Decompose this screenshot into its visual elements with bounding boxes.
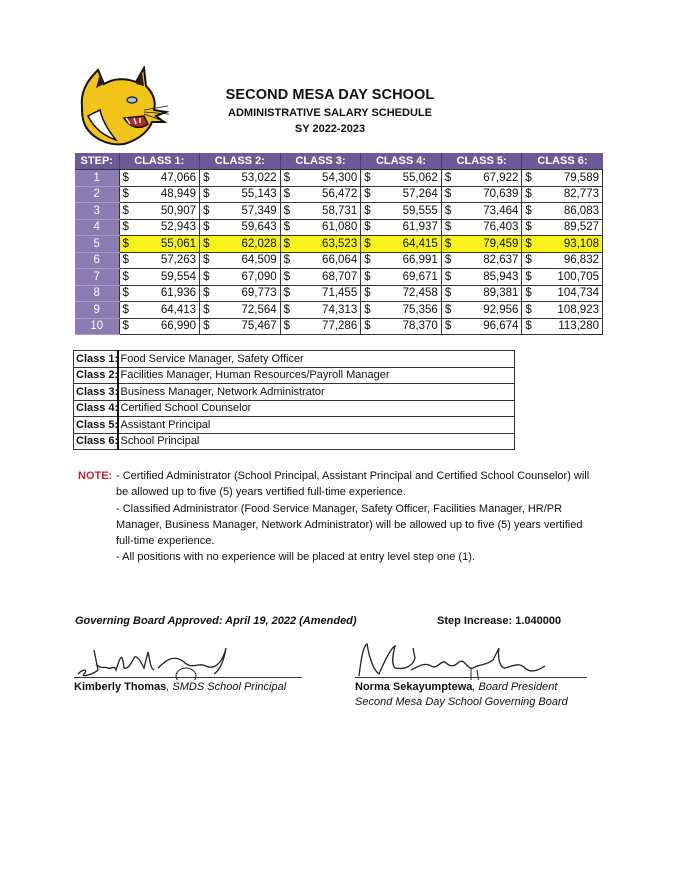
currency-symbol: $ — [203, 270, 210, 283]
step-number: 6 — [75, 252, 119, 269]
currency-symbol: $ — [444, 303, 452, 316]
salary-amount: 62,028 — [241, 237, 277, 250]
class-legend-table — [73, 350, 515, 450]
salary-amount: 89,527 — [563, 221, 599, 234]
currency-symbol: $ — [364, 188, 371, 201]
currency-symbol: $ — [525, 287, 532, 300]
salary-amount: 67,090 — [241, 270, 277, 283]
salary-cell-class-2 — [200, 170, 281, 187]
school-name: SECOND MESA DAY SCHOOL — [225, 87, 435, 103]
table-row — [75, 285, 603, 302]
salary-cell-class-6 — [522, 170, 603, 187]
salary-amount: 57,264 — [402, 188, 438, 201]
step-number: 7 — [75, 269, 119, 286]
note-section — [78, 468, 598, 566]
currency-symbol: $ — [364, 237, 371, 250]
currency-symbol: $ — [203, 221, 210, 234]
currency-symbol: $ — [283, 204, 291, 217]
salary-amount: 61,936 — [160, 287, 197, 300]
currency-symbol: $ — [444, 188, 452, 201]
salary-cell-class-1 — [119, 219, 200, 236]
salary-cell-class-5 — [441, 203, 522, 220]
step-number: 8 — [75, 285, 119, 302]
salary-cell-class-4 — [361, 285, 442, 302]
step-increase: Step Increase: 1.040000 — [437, 615, 562, 627]
table-row — [75, 219, 603, 236]
currency-symbol: $ — [525, 204, 532, 217]
salary-amount: 93,108 — [563, 237, 599, 250]
salary-amount: 59,643 — [241, 221, 277, 234]
salary-amount: 59,555 — [402, 204, 438, 217]
currency-symbol: $ — [525, 237, 532, 250]
currency-symbol: $ — [283, 287, 291, 300]
salary-cell-class-6 — [522, 302, 603, 319]
salary-amount: 96,674 — [483, 320, 519, 333]
salary-cell-class-4 — [361, 186, 442, 203]
salary-cell-class-3 — [280, 186, 361, 203]
salary-amount: 79,459 — [483, 237, 519, 250]
currency-symbol: $ — [283, 254, 291, 267]
salary-cell-class-3 — [280, 285, 361, 302]
salary-amount: 66,064 — [322, 254, 358, 267]
currency-symbol: $ — [283, 320, 291, 333]
salary-cell-class-6 — [522, 285, 603, 302]
salary-cell-class-4 — [361, 170, 442, 187]
currency-symbol: $ — [283, 270, 291, 283]
class-label: Class 1: — [74, 351, 118, 368]
currency-symbol: $ — [444, 204, 452, 217]
column-header-step: STEP: — [75, 153, 119, 170]
salary-cell-class-1 — [119, 186, 200, 203]
salary-cell-class-1 — [119, 285, 200, 302]
salary-cell-class-2 — [200, 318, 281, 335]
salary-amount: 61,080 — [322, 221, 358, 234]
note-item: - All positions with no experience will be placed at entry level step one (1). — [116, 551, 475, 564]
currency-symbol: $ — [364, 171, 371, 184]
currency-symbol: $ — [203, 204, 210, 217]
salary-amount: 78,370 — [402, 320, 438, 333]
signer-title: , SMDS School Principal — [166, 681, 287, 693]
salary-amount: 57,263 — [160, 254, 197, 267]
currency-symbol: $ — [444, 270, 452, 283]
class-label: Class 4: — [74, 400, 118, 417]
salary-amount: 64,509 — [241, 254, 277, 267]
salary-amount: 47,066 — [160, 171, 197, 184]
signer-organization: Second Mesa Day School Governing Board — [355, 696, 568, 708]
currency-symbol: $ — [122, 287, 129, 300]
salary-amount: 79,589 — [563, 171, 599, 184]
step-number: 10 — [75, 318, 119, 335]
salary-amount: 54,300 — [322, 171, 358, 184]
currency-symbol: $ — [364, 303, 371, 316]
currency-symbol: $ — [444, 171, 452, 184]
salary-amount: 82,637 — [483, 254, 519, 267]
salary-cell-class-1 — [119, 269, 200, 286]
salary-cell-class-5 — [441, 302, 522, 319]
salary-cell-class-3 — [280, 219, 361, 236]
salary-amount: 66,990 — [160, 320, 197, 333]
salary-cell-class-1 — [119, 318, 200, 335]
table-header-row — [75, 153, 603, 170]
step-number: 1 — [75, 170, 119, 187]
salary-amount: 53,022 — [241, 171, 277, 184]
signer-name: Norma Sekayumptewa — [355, 681, 473, 693]
salary-amount: 67,922 — [483, 171, 519, 184]
currency-symbol: $ — [203, 320, 210, 333]
currency-symbol: $ — [364, 254, 371, 267]
salary-amount: 85,943 — [483, 270, 519, 283]
salary-cell-class-3 — [280, 302, 361, 319]
class-label: Class 2: — [74, 367, 118, 384]
salary-amount: 59,554 — [160, 270, 197, 283]
currency-symbol: $ — [525, 303, 532, 316]
currency-symbol: $ — [525, 270, 532, 283]
salary-amount: 74,313 — [322, 303, 358, 316]
salary-amount: 56,472 — [322, 188, 358, 201]
table-row — [75, 252, 603, 269]
salary-cell-class-2 — [200, 285, 281, 302]
salary-cell-class-2 — [200, 203, 281, 220]
currency-symbol: $ — [444, 237, 452, 250]
salary-amount: 69,671 — [402, 270, 438, 283]
class-label: Class 6: — [74, 433, 118, 450]
salary-amount: 68,707 — [322, 270, 358, 283]
signature-block-principal — [74, 640, 302, 695]
salary-amount: 108,923 — [557, 303, 599, 316]
signer-title: , Board President — [472, 681, 558, 693]
salary-amount: 55,062 — [402, 171, 438, 184]
salary-cell-class-5 — [441, 285, 522, 302]
salary-amount: 72,564 — [241, 303, 277, 316]
salary-cell-class-6 — [522, 252, 603, 269]
salary-amount: 52,943 — [160, 221, 197, 234]
salary-amount: 76,403 — [483, 221, 519, 234]
currency-symbol: $ — [283, 237, 291, 250]
salary-amount: 96,832 — [563, 254, 599, 267]
salary-cell-class-6 — [522, 236, 603, 253]
salary-amount: 55,061 — [160, 237, 197, 250]
salary-cell-class-1 — [119, 252, 200, 269]
salary-amount: 64,413 — [160, 303, 197, 316]
salary-cell-class-1 — [119, 236, 200, 253]
table-row — [75, 318, 603, 335]
salary-amount: 86,083 — [563, 204, 599, 217]
salary-cell-class-5 — [441, 269, 522, 286]
salary-cell-class-6 — [522, 219, 603, 236]
currency-symbol: $ — [122, 221, 129, 234]
salary-cell-class-4 — [361, 252, 442, 269]
class-positions: Business Manager, Network Administrator — [118, 384, 515, 401]
salary-cell-class-5 — [441, 170, 522, 187]
note-item: - Certified Administrator (School Principal, Assistant Principal and Certified School Counselor) will be allowed up to five (5) years vertified full-time experience. — [116, 470, 590, 499]
currency-symbol: $ — [122, 254, 129, 267]
salary-cell-class-4 — [361, 203, 442, 220]
currency-symbol: $ — [122, 320, 129, 333]
currency-symbol: $ — [525, 221, 532, 234]
signer-name: Kimberly Thomas — [74, 681, 167, 693]
currency-symbol: $ — [122, 171, 129, 184]
salary-cell-class-2 — [200, 219, 281, 236]
salary-amount: 73,464 — [483, 204, 519, 217]
currency-symbol: $ — [444, 287, 452, 300]
salary-amount: 89,381 — [483, 287, 519, 300]
column-header-class-4: CLASS 4: — [361, 153, 442, 170]
currency-symbol: $ — [444, 221, 452, 234]
salary-amount: 61,937 — [402, 221, 438, 234]
currency-symbol: $ — [122, 270, 129, 283]
salary-cell-class-3 — [280, 170, 361, 187]
salary-cell-class-6 — [522, 203, 603, 220]
salary-amount: 77,286 — [322, 320, 358, 333]
currency-symbol: $ — [364, 287, 371, 300]
salary-cell-class-3 — [280, 252, 361, 269]
table-row — [75, 170, 603, 187]
salary-cell-class-2 — [200, 252, 281, 269]
salary-cell-class-5 — [441, 219, 522, 236]
currency-symbol: $ — [203, 254, 210, 267]
currency-symbol: $ — [203, 171, 210, 184]
currency-symbol: $ — [122, 303, 129, 316]
legend-row — [74, 417, 515, 434]
currency-symbol: $ — [364, 320, 371, 333]
signature-block-board-president — [355, 640, 587, 710]
currency-symbol: $ — [122, 204, 129, 217]
salary-amount: 69,773 — [241, 287, 277, 300]
step-number: 5 — [75, 236, 119, 253]
step-number: 2 — [75, 186, 119, 203]
salary-cell-class-3 — [280, 318, 361, 335]
salary-cell-class-4 — [361, 269, 442, 286]
salary-cell-class-2 — [200, 302, 281, 319]
step-number: 9 — [75, 302, 119, 319]
salary-amount: 82,773 — [563, 188, 599, 201]
class-positions: Certified School Counselor — [118, 400, 515, 417]
currency-symbol: $ — [283, 303, 291, 316]
salary-amount: 57,349 — [241, 204, 277, 217]
signature-line — [74, 677, 302, 678]
salary-cell-class-5 — [441, 236, 522, 253]
salary-cell-class-2 — [200, 236, 281, 253]
legend-row — [74, 433, 515, 450]
salary-cell-class-6 — [522, 269, 603, 286]
currency-symbol: $ — [203, 287, 210, 300]
salary-cell-class-1 — [119, 302, 200, 319]
class-positions: Facilities Manager, Human Resources/Payroll Manager — [118, 367, 515, 384]
salary-cell-class-4 — [361, 219, 442, 236]
salary-cell-class-1 — [119, 170, 200, 187]
salary-cell-class-5 — [441, 186, 522, 203]
currency-symbol: $ — [444, 320, 452, 333]
currency-symbol: $ — [525, 254, 532, 267]
salary-cell-class-2 — [200, 186, 281, 203]
salary-amount: 72,458 — [402, 287, 438, 300]
board-approval-date: Governing Board Approved: April 19, 2022 (Amended) — [75, 615, 357, 627]
salary-amount: 100,705 — [557, 270, 599, 283]
salary-amount: 75,467 — [241, 320, 277, 333]
currency-symbol: $ — [364, 270, 371, 283]
table-row — [75, 269, 603, 286]
column-header-class-3: CLASS 3: — [280, 153, 361, 170]
salary-amount: 92,956 — [483, 303, 519, 316]
bobcat-logo-icon — [74, 66, 170, 148]
salary-amount: 104,734 — [557, 287, 599, 300]
currency-symbol: $ — [364, 221, 371, 234]
currency-symbol: $ — [203, 237, 210, 250]
currency-symbol: $ — [283, 221, 291, 234]
salary-amount: 58,731 — [322, 204, 358, 217]
salary-cell-class-1 — [119, 203, 200, 220]
legend-row — [74, 400, 515, 417]
legend-row — [74, 384, 515, 401]
salary-cell-class-5 — [441, 252, 522, 269]
currency-symbol: $ — [444, 254, 452, 267]
salary-cell-class-4 — [361, 302, 442, 319]
column-header-class-6: CLASS 6: — [522, 153, 603, 170]
column-header-class-1: CLASS 1: — [119, 153, 200, 170]
table-row — [75, 186, 603, 203]
salary-amount: 63,523 — [322, 237, 358, 250]
salary-cell-class-5 — [441, 318, 522, 335]
salary-cell-class-3 — [280, 203, 361, 220]
table-row — [75, 302, 603, 319]
salary-cell-class-4 — [361, 236, 442, 253]
currency-symbol: $ — [283, 171, 291, 184]
class-label: Class 5: — [74, 417, 118, 434]
currency-symbol: $ — [122, 237, 129, 250]
currency-symbol: $ — [283, 188, 291, 201]
step-number: 4 — [75, 219, 119, 236]
salary-cell-class-3 — [280, 269, 361, 286]
salary-amount: 48,949 — [160, 188, 197, 201]
currency-symbol: $ — [203, 188, 210, 201]
currency-symbol: $ — [122, 188, 129, 201]
legend-row — [74, 351, 515, 368]
table-row — [75, 203, 603, 220]
salary-amount: 113,280 — [558, 320, 599, 333]
salary-schedule-table — [75, 153, 603, 335]
salary-amount: 70,639 — [483, 188, 519, 201]
document-header — [200, 86, 460, 137]
salary-cell-class-4 — [361, 318, 442, 335]
currency-symbol: $ — [525, 171, 532, 184]
currency-symbol: $ — [203, 303, 210, 316]
column-header-class-2: CLASS 2: — [200, 153, 281, 170]
handwritten-signature-icon — [74, 640, 302, 680]
salary-amount: 66,991 — [402, 254, 438, 267]
currency-symbol: $ — [364, 204, 371, 217]
note-label: NOTE: — [78, 470, 113, 482]
salary-cell-class-3 — [280, 236, 361, 253]
class-positions: Assistant Principal — [118, 417, 515, 434]
step-number: 3 — [75, 203, 119, 220]
schedule-title: ADMINISTRATIVE SALARY SCHEDULE — [228, 107, 432, 119]
salary-amount: 50,907 — [160, 204, 197, 217]
column-header-class-5: CLASS 5: — [441, 153, 522, 170]
salary-amount: 64,415 — [402, 237, 438, 250]
class-positions: Food Service Manager, Safety Officer — [118, 351, 515, 368]
salary-cell-class-2 — [200, 269, 281, 286]
table-row — [75, 236, 603, 253]
currency-symbol: $ — [525, 320, 532, 333]
currency-symbol: $ — [525, 188, 532, 201]
legend-row — [74, 367, 515, 384]
salary-cell-class-6 — [522, 186, 603, 203]
school-year: SY 2022-2023 — [294, 123, 366, 135]
salary-amount: 75,356 — [402, 303, 438, 316]
salary-cell-class-6 — [522, 318, 603, 335]
handwritten-signature-icon — [355, 640, 587, 680]
note-item: - Classified Administrator (Food Service Manager, Safety Officer, Facilities Manager, HR/PR Manager, Business Manager, Network Administrator) will be allowed up to five (5) years vertified full-time experience. — [116, 502, 583, 548]
salary-amount: 71,455 — [322, 287, 358, 300]
class-label: Class 3: — [74, 384, 118, 401]
class-positions: School Principal — [118, 433, 515, 450]
salary-amount: 55,143 — [241, 188, 277, 201]
